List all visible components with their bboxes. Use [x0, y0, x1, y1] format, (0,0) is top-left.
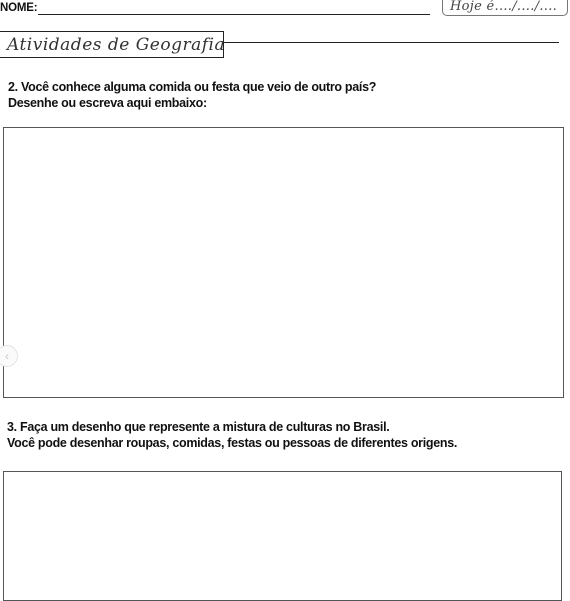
answer-box-2[interactable] [3, 127, 564, 398]
question-2-instruction: Desenhe ou escreva aqui embaixo: [8, 96, 207, 110]
question-3-instruction: Você pode desenhar roupas, comidas, festas ou pessoas de diferentes origens. [7, 436, 458, 450]
title-divider [224, 42, 559, 43]
name-label: NOME: [0, 2, 38, 14]
question-3 [7, 419, 457, 451]
date-field[interactable]: Hoje é..../..../.... [442, 0, 568, 16]
page-title: Atividades de Geografia [0, 31, 224, 58]
question-2-prompt: 2. Você conhece alguma comida ou festa que veio de outro país? [8, 80, 377, 94]
answer-box-3[interactable] [3, 471, 562, 601]
name-input-line[interactable] [38, 14, 430, 15]
question-2 [8, 79, 376, 111]
prev-glyph: ‹ [5, 349, 9, 363]
question-3-prompt: 3. Faça um desenho que represente a mistura de culturas no Brasil. [7, 420, 390, 434]
